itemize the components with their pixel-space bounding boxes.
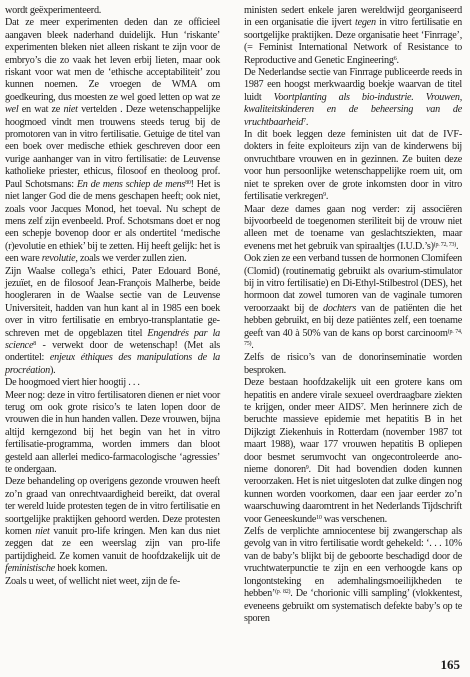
footnote-ref: 7	[360, 403, 364, 409]
footnote-ref: (p. 74, 75)	[244, 328, 462, 347]
italic-text: wel	[5, 104, 19, 116]
paragraph	[5, 17, 220, 265]
text-run: .	[396, 54, 399, 66]
paragraph	[5, 5, 220, 17]
text-run: vertelden . Deze wetenschappelijke hoogmoed vindt men trouwens steeds terug bij de promotoren van in vitro fertilisatie. Getuige de titel van een boek over medische ethiek geschreven door een vurige aanhanger van in vitro fertilisatie: de Leuvense katholieke priester, ethicus, filosoof en theoloog prof. Paul Schotsmans:	[5, 104, 220, 190]
paragraph	[244, 253, 462, 352]
text-run: Dat ze meer experimenten deden dan ze officieel aangaven bleek naderhand duidelijk. Hun ‘riskante’ experimenten bleken niet alleen riskant te zijn voor de embryo’s die zo vaak het leven erbij lieten, maar ook riskant voor wat men de ‘ethische acceptabiliteit’ zou kunnen noemen. Ze vroegen de WMA om goedkeuring, dus moesten ze wel goed letten op wat ze	[5, 17, 220, 103]
text-run: Ook zien ze een verband tussen de hormonen Clomifeen (Clomid) (routinematig gebruikt als ovarium-stimulator bij in vitro fertilisatie) en Di-Ethyl-Stilbestrol (DES), het hormoon dat zowel tumoren van de vaginale tumoren veroorzaakt bij de	[244, 253, 462, 314]
italic-text: niet	[63, 104, 78, 116]
paragraph	[244, 526, 462, 625]
text-run: .	[325, 191, 329, 203]
text-run: ! Het is niet langer God die de mens geschapen heeft; ook niet, zoals voor Jacques Monod, het toeval. Nu schept de mens zelf zijn evenbeeld. Prof. Schotsmans doet er nog een schepje bovenop door er als ondertitel ‘medische (r)evolutie en ethiek’ bij te zetten. Hij heeft gelijk: het is een ware	[5, 178, 221, 265]
text-run: vanuit pro-life kringen. Men kan dus niet zeggen dat ze een weerslag zijn van pro-life partijdigheid. Ze komen vanuit de hoofdzakelijk uit de	[5, 526, 220, 562]
text-run: . Men herinnere zich de beruchte massieve epidemie met hepatitis B in het Dijkzigt Ziekenhuis in Rotterdam (november 1987 tot maart 1988), waar 177 vrouwen hepatitis B opliepen door besmet serumvocht van ongecontroleerde anonieme donoren	[244, 402, 462, 476]
right-column	[244, 5, 462, 625]
footnote-ref: 9	[305, 465, 309, 472]
paragraph	[5, 266, 220, 378]
text-run: Zijn Waalse collega’s ethici, Pater Edouard Boné, jezuïet, en de filosoof Jean-François Malherbe, beide hoogleraren in de Waalse sectie van de Leuvense Universiteit, hadden van hun kant al in 1985 een boek over in vitro fertilisatie en embryo-transplantatie geschreven met de opgeblazen titel	[5, 265, 220, 339]
text-run: Zelfs de risico’s van de donorinseminatie worden besproken.	[244, 352, 462, 376]
paragraph	[244, 352, 462, 377]
text-run: , zoals we verder zullen zien.	[75, 253, 187, 265]
text-run: in vitro fertilisatie en soortgelijke praktijken. Deze organisatie heet ‘Finrrage’, (= Feminist International Network of Resistance to Reproductive and Genetic Engineering	[244, 17, 462, 66]
text-run: Maar deze dames gaan nog verder: zij associëren bijvoorbeeld de toegenomen steriliteit bij de vrouw niet alleen met de toename van geslachtsziekten, maar evenens met het gebruik van spiraaltjes (I.U.D.’s)	[244, 203, 462, 252]
text-run: .	[251, 339, 254, 351]
text-run: .	[456, 240, 459, 252]
text-run: en wat ze	[18, 104, 64, 116]
footnote-ref: 8	[33, 340, 36, 347]
text-run: van de patiënten die het hebben gebruikt, en bij deze patiëntes zelf, een toename geeft van 40 à 50% van de kans op borst carcinoom	[244, 302, 462, 339]
text-run: In dit boek leggen deze feministen uit dat de IVF-dokters in feite exploiteurs zijn van de kinderwens bij onvruchtbare vrouwen en in gezinnen. Ze buiten deze voor hun persoonlijke wetenschappelijke roem uit, om niet te spreken over de grote inkomsten door in vitro fertilisatie verkregen	[244, 129, 462, 203]
page-number: 165	[440, 657, 460, 672]
italic-text: feministische	[5, 563, 55, 575]
footnote-ref: (p. 82)	[275, 589, 291, 596]
text-run: ).	[49, 364, 56, 376]
text-run: . Dit had bovendien doden kunnen veroorzaken. Het is niet uitgesloten dat zulke dingen nog kunnen worden voorkomen, daar een jaar eerder zo’n waarschuwing daaromtrent in het Nederlands Tijdschrift voor Geneeskunde	[244, 464, 463, 525]
text-run: Zelfs de verplichte amniocentese bij zwangerschap als gevolg van in vitro fertilisatie wordt gehekeld: ‘. . . 10% van de baby’s blijkt bij de geboorte beschadigd door de vruchtwaterpunctie te zijn en een verhoogde kans op longontsteking en ademhalingsmoeilijkheden te hebben’	[244, 526, 462, 600]
footnote-ref: 10	[316, 514, 322, 521]
text-run: - verwekt door de wetenschap! (Met als ondertitel:	[5, 339, 220, 364]
italic-text: enjeux éthiques des manipulations de la procréation	[5, 352, 220, 376]
footnote-ref: 6	[393, 55, 397, 62]
text-run: Meer nog: deze in vitro fertilisatoren dienen er niet voor terug om ook grote risico’s te laten lopen door de vrouwen die in hun handen vallen. Deze vrouwen, bijna altijd kerngezond bij het begin van het in vitro fertilisatie-programma, worden immers dan bloot gesteld aan allerlei medico-farmacologische ‘agressies’ te ondergaan.	[5, 389, 220, 476]
text-run: Deze bestaan hoofdzakelijk uit een grotere kans om hepatitis en andere virale sexueel overdraagbare ziekten te krijgen, onder meer AIDS	[244, 377, 462, 413]
italic-text: tegen	[354, 17, 376, 29]
text-run: .	[305, 116, 309, 128]
text-run: De hoogmoed viert hier hoogtij . . .	[5, 377, 140, 389]
footnote-ref: 7	[303, 117, 306, 124]
footnote-ref: (p. 72, 73)	[433, 241, 457, 248]
text-run: hoek komen.	[54, 563, 108, 575]
text-run: Zoals u weet, of wellicht niet weet, zijn de fe-	[5, 575, 180, 587]
paragraph	[5, 390, 220, 477]
paragraph	[244, 377, 462, 526]
italic-text: dochters	[323, 302, 357, 314]
paragraph	[5, 476, 220, 575]
italic-text: Engendrés par la science	[5, 327, 221, 351]
paragraph	[244, 5, 462, 67]
text-run: ministen sedert enkele jaren wereldwijd georganiseerd in een organisatie die ijvert	[244, 5, 462, 29]
paragraph	[244, 129, 462, 203]
text-run: was verschenen.	[321, 513, 387, 525]
footnote-ref: 9	[323, 192, 326, 199]
paragraph	[5, 377, 220, 389]
italic-text: Voortplanting als bio-industrie. Vrouwen, kwaliteitskinderen en de beheersing van de vruchtbaarheid	[244, 91, 462, 128]
paragraph	[244, 204, 462, 254]
italic-text: En de mens schiep de mens	[76, 178, 186, 190]
paragraph	[244, 67, 462, 129]
text-run: . De ‘chorionic villi sampling’ (vlokkentest, eveneens gebruikt om systematisch defekte baby’s op te sporen	[244, 588, 462, 624]
text-run: wordt geëxperimenteerd.	[5, 5, 102, 16]
paragraph	[5, 576, 220, 588]
text-run: Deze behandeling op overigens gezonde vrouwen heeft zo’n graad van onrechtvaardigheid bereikt, dat overal ter wereld luide protesten tegen de in vitro fertilisatie en soortgelijke praktijken gehoord werden. Deze protesten komen	[5, 476, 220, 538]
left-column	[5, 5, 220, 588]
text-run: De Nederlandse sectie van Finrrage publiceerde reeds in 1987 een hoogst merkwaardig boekje waarvan de titel luidt	[244, 67, 462, 103]
italic-text: revolutie	[41, 253, 76, 265]
footnote-ref: 80	[185, 179, 191, 186]
italic-text: niet	[35, 526, 50, 538]
